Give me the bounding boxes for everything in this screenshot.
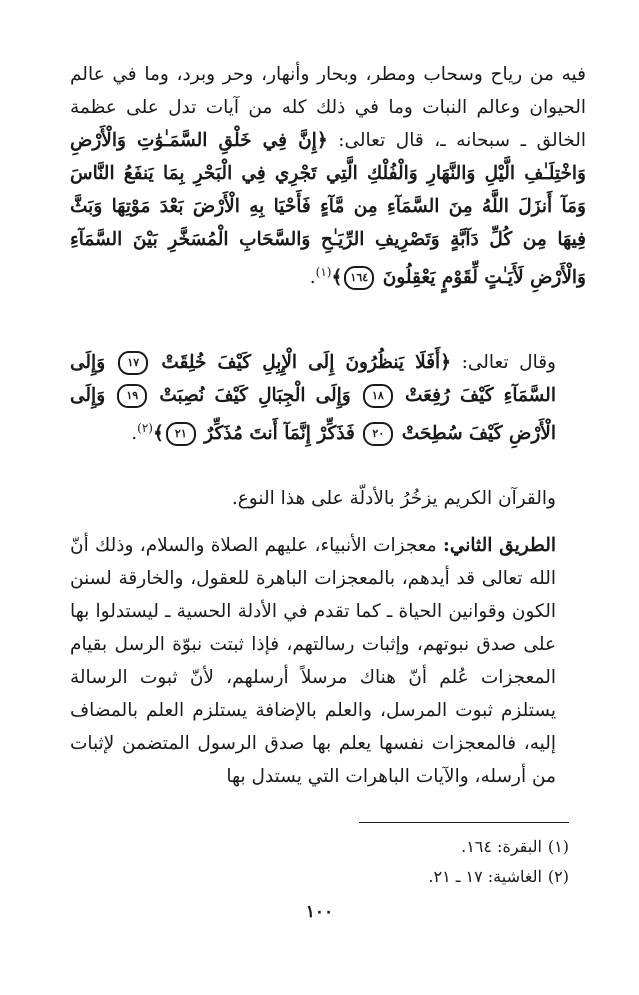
ayah-number-marker: ٢٠ xyxy=(363,422,393,446)
footnote-number: (١) xyxy=(547,837,569,856)
page-number: ١٠٠ xyxy=(305,902,334,922)
quran-verse-baqarah: ﴿إِنَّ فِي خَلْقِ السَّمَـٰوَٰتِ وَالْأَرْضِ وَاخْتِلَـٰفِ الَّيْلِ وَالنَّهَارِ وَالْفُلْكِ الَّتِي تَجْرِي فِي الْبَحْرِ بِمَا يَنفَعُ النَّاسَ وَمَآ أَنزَلَ اللَّهُ مِنَ السَّمَآءِ مِن مَّآءٍ فَأَحْيَا بِهِ الْأَرْضَ بَعْدَ مَوْتِهَا وَبَثَّ فِيهَا مِن كُلِّ دَآبَّةٍ وَتَصْرِيفِ الرِّيَـٰحِ وَالسَّحَابِ الْمُسَخَّرِ بَيْنَ السَّمَآءِ وَالْأَرْضِ لَأَيَـٰتٍ لِّقَوْمٍ يَعْقِلُونَ ١٦٤﴾ xyxy=(70,130,586,289)
footnote-reference: (١) xyxy=(315,265,332,279)
paragraph-second-way xyxy=(70,529,586,793)
paragraph-quran-evidence: والقرآن الكريم يزخُرُ بالأدلّة على هذا النوع. xyxy=(231,488,556,509)
footnote-text: البقرة: ١٦٤. xyxy=(461,837,542,856)
footnote-text: الغاشية: ١٧ ـ ٢١. xyxy=(428,867,542,886)
ayah-number-marker: ١٩ xyxy=(117,384,147,408)
paragraph-text: معجزات الأنبياء، عليهم الصلاة والسلام، وذلك أنّ الله تعالى قد أيدهم، بالمعجزات الباهرة للعقول، والخارقة لسنن الكون وقوانين الحياة ـ كما تقدم في الأدلة الحسية ـ ليستدلوا بها على صدق نبوتهم، وإثبات رسالتهم، فإذا ثبتت نبوّة الرسل بقيام المعجزات عُلم أنّ هناك مرسلاً أرسلهم، لأنّ ثبوت الرسالة يستلزم ثبوت المرسل، والعلم بالإضافة يستلزم العلم بالمضاف إليه، فالمعجزات نفسها يعلم بها صدق الرسول المتضمن لإثبات من أرسله، والآيات الباهرات التي يستدل بها xyxy=(70,535,556,787)
paragraph-text: فيه من رياح وسحاب ومطر، وبحار وأنهار، وحر وبرد، وما في عالم الحيوان وعالم النبات وما في ذلك كله من آيات تدل على عظمة الخالق ـ سبحانه ـ، قال تعالى: xyxy=(70,64,586,151)
paragraph-ghashiyah: وقال تعالى: ﴿أَفَلَا يَنظُرُونَ إِلَى الْإِبِلِ كَيْفَ خُلِقَتْ ١٧ وَإِلَى السَّمَآءِ كَيْفَ رُفِعَتْ ١٨ وَإِلَى الْجِبَالِ كَيْفَ نُصِبَتْ ١٩ وَإِلَى الْأَرْضِ كَيْفَ سُطِحَتْ ٢٠ فَذَكِّرْ إِنَّمَآ أَنتَ مُذَكِّرٌ ٢١﴾$^{(٢)}$. xyxy=(70,352,556,445)
footnote-separator xyxy=(359,822,569,823)
footnote-item xyxy=(53,832,569,862)
ayah-number-marker: ٢١ xyxy=(166,422,196,446)
paragraph-text: وقال تعالى: xyxy=(451,352,556,373)
ayah-number-marker: ١٨ xyxy=(363,384,393,408)
quran-verse-ghashiyah: ﴿أَفَلَا يَنظُرُونَ إِلَى الْإِبِلِ كَيْفَ خُلِقَتْ ١٧ وَإِلَى السَّمَآءِ كَيْفَ رُفِعَتْ ١٨ وَإِلَى الْجِبَالِ كَيْفَ نُصِبَتْ ١٩ وَإِلَى الْأَرْضِ كَيْفَ سُطِحَتْ ٢٠ فَذَكِّرْ إِنَّمَآ أَنتَ مُذَكِّرٌ ٢١﴾ xyxy=(70,352,556,445)
footnote-item xyxy=(53,862,569,892)
footnote-reference: (٢) xyxy=(137,421,153,435)
ayah-number-marker: ١٧ xyxy=(118,351,148,375)
footnote-number: (٢) xyxy=(547,867,569,886)
paragraph-creation-signs: فيه من رياح وسحاب ومطر، وبحار وأنهار، وحر وبرد، وما في عالم الحيوان وعالم النبات وما في ذلك كله من آيات تدل على عظمة الخالق ـ سبحانه ـ، قال تعالى: ﴿إِنَّ فِي خَلْقِ السَّمَـٰوَٰتِ وَالْأَرْضِ وَاخْتِلَـٰفِ الَّيْلِ وَالنَّهَارِ وَالْفُلْكِ الَّتِي تَجْرِي فِي الْبَحْرِ بِمَا يَنفَعُ النَّاسَ وَمَآ أَنزَلَ اللَّهُ مِنَ السَّمَآءِ مِن مَّآءٍ فَأَحْيَا بِهِ الْأَرْضَ بَعْدَ مَوْتِهَا وَبَثَّ فِيهَا مِن كُلِّ دَآبَّةٍ وَتَصْرِيفِ الرِّيَـٰحِ وَالسَّحَابِ الْمُسَخَّرِ بَيْنَ السَّمَآءِ وَالْأَرْضِ لَأَيَـٰتٍ لِّقَوْمٍ يَعْقِلُونَ ١٦٤﴾$^{(١)}$. xyxy=(70,64,586,289)
section-heading: الطريق الثاني: xyxy=(442,535,556,556)
footnotes xyxy=(53,832,569,892)
ayah-number-marker: ١٦٤ xyxy=(344,266,374,290)
